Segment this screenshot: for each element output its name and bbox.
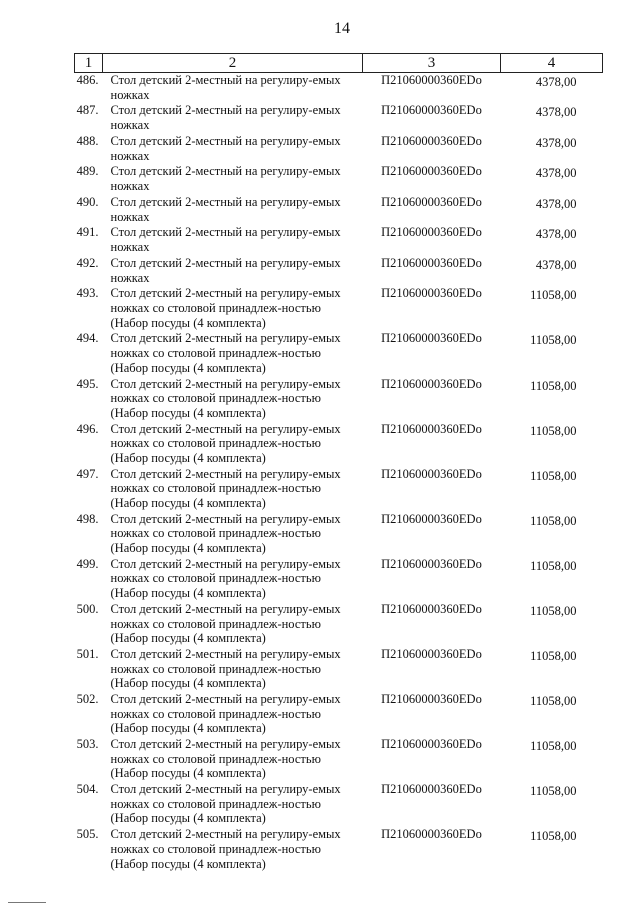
table-row bbox=[75, 103, 603, 133]
item-code: П21060000360EDo bbox=[381, 466, 482, 481]
item-price: 11058,00 bbox=[530, 649, 577, 664]
table-row bbox=[75, 602, 603, 647]
table-row bbox=[75, 647, 603, 692]
item-code: П21060000360EDo bbox=[381, 647, 482, 662]
item-number: 502. bbox=[76, 692, 99, 707]
table-row bbox=[75, 286, 603, 331]
item-price: 11058,00 bbox=[530, 829, 577, 844]
item-name: Стол детский 2-местный на регулиру-емых ножках со столовой принадлеж-ностью (Набор посуды (4 комплекта) bbox=[110, 331, 341, 375]
item-number: 494. bbox=[76, 331, 99, 346]
table-row bbox=[75, 557, 603, 602]
item-name: Стол детский 2-местный на регулиру-емых ножках со столовой принадлеж-ностью (Набор посуды (4 комплекта) bbox=[110, 827, 341, 871]
table-row bbox=[75, 512, 603, 557]
item-code: П21060000360EDo bbox=[381, 827, 482, 842]
item-code: П21060000360EDo bbox=[381, 255, 482, 270]
item-price: 11058,00 bbox=[530, 739, 577, 754]
item-price: 11058,00 bbox=[530, 378, 577, 393]
item-price: 11058,00 bbox=[530, 468, 577, 483]
item-number: 497. bbox=[76, 466, 99, 481]
item-price: 4378,00 bbox=[535, 196, 577, 211]
item-code: П21060000360EDo bbox=[381, 421, 482, 436]
item-code: П21060000360EDo bbox=[381, 194, 482, 209]
item-price: 11058,00 bbox=[530, 333, 577, 348]
table-row bbox=[75, 134, 603, 164]
item-name: Стол детский 2-местный на регулиру-емых ножках со столовой принадлеж-ностью (Набор посуды (4 комплекта) bbox=[110, 782, 341, 826]
column-header-2: 2 bbox=[103, 54, 363, 73]
table-row bbox=[75, 377, 603, 422]
item-price: 4378,00 bbox=[535, 135, 577, 150]
item-price: 4378,00 bbox=[535, 166, 577, 181]
item-price: 11058,00 bbox=[530, 784, 577, 799]
item-code: П21060000360EDo bbox=[381, 225, 482, 240]
item-price: 4378,00 bbox=[535, 257, 577, 272]
item-name: Стол детский 2-местный на регулиру-емых ножках со столовой принадлеж-ностью (Набор посуды (4 комплекта) bbox=[110, 421, 341, 465]
item-price: 11058,00 bbox=[530, 558, 577, 573]
item-name: Стол детский 2-местный на регулиру-емых ножках со столовой принадлеж-ностью (Набор посуды (4 комплекта) bbox=[110, 692, 341, 736]
table-row bbox=[75, 225, 603, 255]
item-name: Стол детский 2-местный на регулиру-емых ножках со столовой принадлеж-ностью (Набор посуды (4 комплекта) bbox=[110, 466, 341, 510]
item-code: П21060000360EDo bbox=[381, 782, 482, 797]
item-number: 496. bbox=[76, 421, 99, 436]
item-code: П21060000360EDo bbox=[381, 103, 482, 118]
item-number: 492. bbox=[76, 255, 99, 270]
item-name: Стол детский 2-местный на регулиру-емых ножках со столовой принадлеж-ностью (Набор посуды (4 комплекта) bbox=[110, 286, 341, 330]
item-code: П21060000360EDo bbox=[381, 692, 482, 707]
item-code: П21060000360EDo bbox=[381, 331, 482, 346]
item-number: 491. bbox=[76, 225, 99, 240]
item-price: 11058,00 bbox=[530, 603, 577, 618]
item-number: 489. bbox=[76, 164, 99, 179]
item-name: Стол детский 2-местный на регулиру-емых ножках bbox=[110, 255, 341, 285]
table-row bbox=[75, 422, 603, 467]
item-number: 499. bbox=[76, 556, 99, 571]
item-price: 4378,00 bbox=[535, 227, 577, 242]
item-code: П21060000360EDo bbox=[381, 164, 482, 179]
item-name: Стол детский 2-местный на регулиру-емых ножках bbox=[110, 133, 341, 163]
item-price: 11058,00 bbox=[530, 694, 577, 709]
item-name: Стол детский 2-местный на регулиру-емых ножках bbox=[110, 194, 341, 224]
item-code: П21060000360EDo bbox=[381, 737, 482, 752]
table-header bbox=[75, 54, 603, 73]
item-name: Стол детский 2-местный на регулиру-емых ножках со столовой принадлеж-ностью (Набор посуды (4 комплекта) bbox=[110, 376, 341, 420]
column-header-4: 4 bbox=[501, 54, 603, 73]
item-number: 488. bbox=[76, 133, 99, 148]
item-price: 11058,00 bbox=[530, 513, 577, 528]
item-code: П21060000360EDo bbox=[381, 73, 482, 87]
table-body bbox=[75, 73, 603, 873]
table-row bbox=[75, 692, 603, 737]
item-number: 498. bbox=[76, 511, 99, 526]
item-number: 500. bbox=[76, 601, 99, 616]
item-number: 495. bbox=[76, 376, 99, 391]
item-number: 486. bbox=[76, 73, 99, 87]
item-name: Стол детский 2-местный на регулиру-емых ножках со столовой принадлеж-ностью (Набор посуды (4 комплекта) bbox=[110, 737, 341, 781]
item-price: 4378,00 bbox=[535, 75, 577, 89]
item-name: Стол детский 2-местный на регулиру-емых ножках со столовой принадлеж-ностью (Набор посуды (4 комплекта) bbox=[110, 556, 341, 601]
table-row bbox=[75, 164, 603, 194]
column-header-1: 1 bbox=[75, 54, 103, 73]
item-name: Стол детский 2-местный на регулиру-емых ножках со столовой принадлеж-ностью (Набор посуды (4 комплекта) bbox=[110, 647, 341, 691]
item-code: П21060000360EDo bbox=[381, 556, 482, 571]
table-row bbox=[75, 737, 603, 782]
item-code: П21060000360EDo bbox=[381, 601, 482, 616]
item-code: П21060000360EDo bbox=[381, 133, 482, 148]
item-number: 505. bbox=[76, 827, 99, 842]
column-header-3: 3 bbox=[363, 54, 501, 73]
item-name: Стол детский 2-местный на регулиру-емых ножках bbox=[110, 164, 341, 194]
item-number: 490. bbox=[76, 194, 99, 209]
item-name: Стол детский 2-местный на регулиру-емых ножках bbox=[110, 73, 341, 102]
table-row bbox=[75, 782, 603, 827]
table-row bbox=[75, 195, 603, 225]
item-number: 501. bbox=[76, 647, 99, 662]
item-code: П21060000360EDo bbox=[381, 376, 482, 391]
item-name: Стол детский 2-местный на регулиру-емых ножках bbox=[110, 103, 341, 133]
item-code: П21060000360EDo bbox=[381, 286, 482, 301]
page-number: 14 bbox=[334, 20, 350, 37]
register-table bbox=[74, 53, 603, 872]
item-number: 493. bbox=[76, 286, 99, 301]
item-name: Стол детский 2-местный на регулиру-емых ножках bbox=[110, 225, 341, 255]
table-row bbox=[75, 73, 603, 104]
item-number: 504. bbox=[76, 782, 99, 797]
item-code: П21060000360EDo bbox=[381, 511, 482, 526]
table-row bbox=[75, 827, 603, 872]
item-number: 487. bbox=[76, 103, 99, 118]
table-row bbox=[75, 467, 603, 512]
table-row bbox=[75, 331, 603, 376]
item-name: Стол детский 2-местный на регулиру-емых ножках со столовой принадлеж-ностью (Набор посуды (4 комплекта) bbox=[110, 511, 341, 555]
item-number: 503. bbox=[76, 737, 99, 752]
item-price: 11058,00 bbox=[530, 423, 577, 438]
table-row bbox=[75, 256, 603, 286]
item-price: 4378,00 bbox=[535, 105, 577, 120]
item-price: 11058,00 bbox=[530, 288, 577, 303]
item-name: Стол детский 2-местный на регулиру-емых ножках со столовой принадлеж-ностью (Набор посуды (4 комплекта) bbox=[110, 601, 341, 646]
